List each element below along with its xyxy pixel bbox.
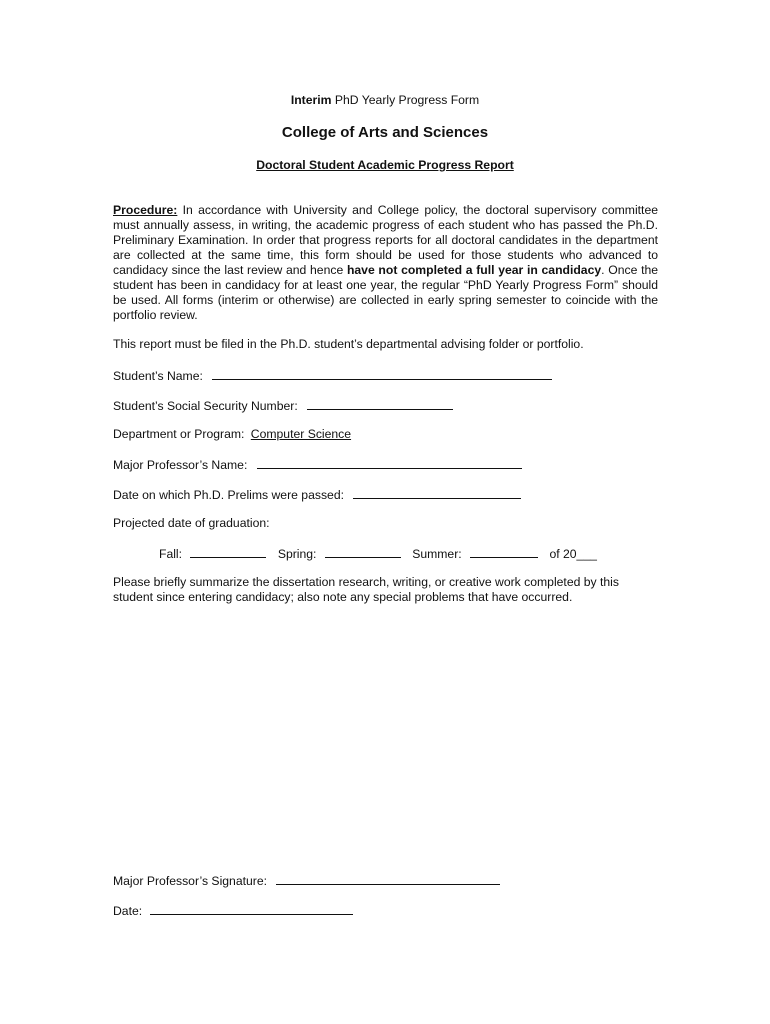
prelims-date-label: Date on which Ph.D. Prelims were passed:: [113, 488, 344, 502]
spring-label: Spring:: [277, 547, 317, 561]
fall-field[interactable]: [190, 545, 266, 558]
date-label: Date:: [113, 904, 143, 918]
report-title: [0, 158, 770, 173]
graduation-label: Projected date of graduation:: [113, 516, 270, 530]
signature-row: [113, 872, 673, 889]
fall-label: Fall:: [159, 547, 183, 561]
procedure-paragraph: [113, 203, 658, 323]
department-value[interactable]: Computer Science: [250, 427, 352, 441]
summer-label: Summer:: [412, 547, 462, 561]
summary-prompt: Please briefly summarize the dissertation research, writing, or creative work completed by this student since entering candidacy; also note any special problems that have occurred.: [113, 575, 619, 604]
date-row: [113, 902, 673, 919]
major-professor-field[interactable]: [257, 456, 522, 469]
form-title-interim: Interim: [290, 93, 332, 107]
procedure-bold-text: have not completed a full year in candidacy: [346, 263, 602, 277]
form-title-rest: PhD Yearly Progress Form: [334, 93, 480, 107]
graduation-row: [159, 545, 597, 562]
form-title: [0, 93, 770, 108]
filing-note: This report must be filed in the Ph.D. student’s departmental advising folder or portfolio.: [113, 337, 584, 351]
department-label: Department or Program:: [113, 427, 245, 441]
date-field[interactable]: [150, 902, 353, 915]
procedure-text-2: . Once the student has been in candidacy for at least one year, the regular “PhD Yearly Progress Form” should be used. All forms (interim or otherwise) are collected in early spring semester to coincide with the portfolio review.: [113, 263, 659, 322]
signature-label: Major Professor’s Signature:: [113, 874, 267, 888]
prelims-date-row: [113, 486, 673, 503]
department-row: [113, 427, 673, 442]
major-professor-label: Major Professor’s Name:: [113, 458, 248, 472]
ssn-label: Student’s Social Security Number:: [113, 399, 298, 413]
student-name-field[interactable]: [212, 367, 552, 380]
procedure-text-1: In accordance with University and College policy, the doctoral supervisory committee must annually assess, in writing, the academic progress of each student who has passed the Ph.D. Preliminary Examination. In order that progress reports for all doctoral candidates in the department are collected at the same time, this form should be used for those students who advanced to candidacy since the last review and hence: [113, 203, 658, 277]
prelims-date-field[interactable]: [353, 486, 521, 499]
graduation-year[interactable]: of 20___: [549, 547, 597, 561]
summer-field[interactable]: [470, 545, 538, 558]
ssn-row: [113, 397, 673, 414]
college-heading: College of Arts and Sciences: [281, 124, 489, 141]
spring-field[interactable]: [325, 545, 401, 558]
summary-area[interactable]: [113, 612, 658, 852]
student-name-label: Student’s Name:: [113, 369, 203, 383]
ssn-field[interactable]: [307, 397, 453, 410]
major-professor-row: [113, 456, 673, 473]
signature-field[interactable]: [276, 872, 500, 885]
student-name-row: [113, 367, 673, 384]
procedure-label: Procedure:: [113, 203, 178, 217]
report-title-text: Doctoral Student Academic Progress Report: [256, 158, 514, 172]
